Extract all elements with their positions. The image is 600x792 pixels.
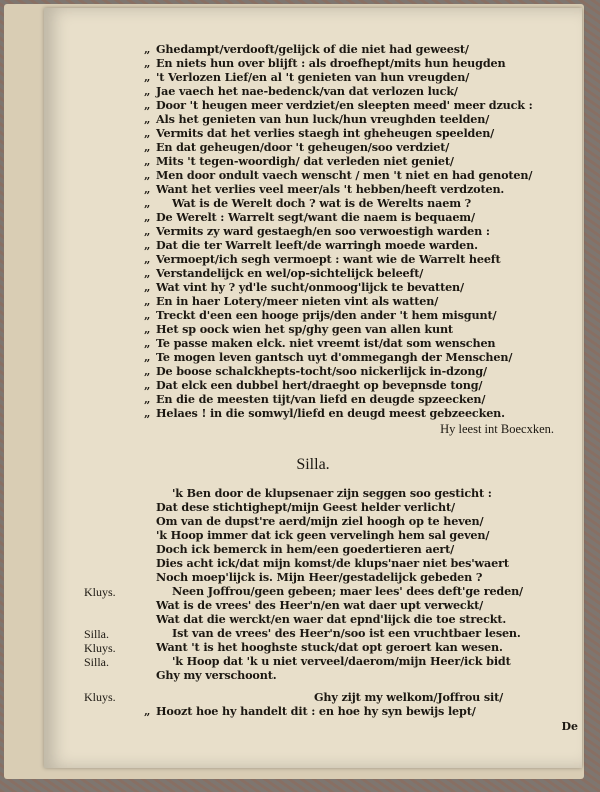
- quote-mark: „: [144, 364, 151, 378]
- verse-line: Ghedampt/verdooft/gelijck of die niet had geweest/: [156, 42, 469, 56]
- verse-line: Want het verlies veel meer/als 't hebben/heeft verdzoten.: [156, 182, 505, 196]
- verse-line: Wat vint hy ? yd'le sucht/onmoog'lijck te bevatten/: [156, 280, 464, 294]
- quote-mark: „: [144, 126, 151, 140]
- verse-line: Als het genieten van hun luck/hun vreughden teelden/: [156, 112, 490, 126]
- dialogue-line: Ghy my verschoont.: [156, 668, 277, 682]
- dialogue-line: Want 't is het hooghste stuck/dat opt geroert kan wesen.: [156, 640, 503, 654]
- speaker-name: Silla.: [84, 655, 110, 669]
- quote-mark: „: [144, 336, 151, 350]
- verse-line: Vermoept/ich segh vermoept : want wie de Warrelt heeft: [156, 252, 501, 266]
- dialogue-line: 'k Hoop dat 'k u niet verveel/daerom/mijn Heer/ick bidt: [172, 654, 511, 668]
- dialogue-line: Doch ick bemerck in hem/een goedertieren aert/: [156, 542, 455, 556]
- speaker-name: Kluys.: [84, 690, 116, 704]
- verse-line: 't Verlozen Lief/en al 't genieten van hun vreugden/: [156, 70, 470, 84]
- verse-line: Te mogen leven gantsch uyt d'ommegangh der Menschen/: [156, 350, 513, 364]
- dialogue-line: Ghy zijt my welkom/Joffrou sit/: [314, 690, 504, 704]
- verse-line: Dat die ter Warrelt leeft/de warringh moede warden.: [156, 238, 478, 252]
- dialogue-line: Neen Joffrou/geen gebeen; maer lees' dees deft'ge reden/: [172, 584, 523, 598]
- quote-mark: „: [144, 266, 151, 280]
- quote-mark: „: [144, 168, 151, 182]
- dialogue-line: 'k Ben door de klupsenaer zijn seggen soo gesticht :: [172, 486, 492, 500]
- dialogue-line: Ist van de vrees' des Heer'n/soo ist een vruchtbaer lesen.: [172, 626, 521, 640]
- verse-line: De boose schalckhepts-tocht/soo nickerlijck in-dzong/: [156, 364, 487, 378]
- quote-mark: „: [144, 252, 151, 266]
- quote-mark: „: [144, 294, 151, 308]
- quote-mark: „: [144, 308, 151, 322]
- quote-mark: „: [144, 280, 151, 294]
- verse-line: De Werelt : Warrelt segt/want die naem is bequaem/: [156, 210, 475, 224]
- scene-heading: Silla.: [296, 456, 330, 473]
- dialogue-line: Wat is de vrees' des Heer'n/en wat daer upt verweckt/: [156, 598, 484, 612]
- dialogue-line: Om van de dupst're aerd/mijn ziel hoogh op te heven/: [156, 514, 484, 528]
- verse-line: Door 't heugen meer verdziet/en sleepten meed' meer dzuck :: [156, 98, 533, 112]
- quote-mark: „: [144, 140, 151, 154]
- dialogue-line: Dat dese stichtighept/mijn Geest helder verlicht/: [156, 500, 455, 514]
- quote-mark: „: [144, 224, 151, 238]
- quote-mark: „: [144, 154, 151, 168]
- dialogue-line: Wat dat die werckt/en waer dat epnd'lijck die toe streckt.: [156, 612, 507, 626]
- verse-line: Jae vaech het nae-bedenck/van dat verlozen luck/: [156, 84, 458, 98]
- verse-line: En niets hun over blijft : als droefhept/mits hun heugden: [156, 56, 506, 70]
- quote-mark: „: [144, 210, 151, 224]
- quote-mark: „: [144, 350, 151, 364]
- quote-mark: „: [144, 84, 151, 98]
- verse-line: Te passe maken elck. niet vreemt ist/dat som wenschen: [156, 336, 496, 350]
- quote-mark: „: [144, 42, 151, 56]
- quote-mark: „: [144, 704, 151, 718]
- quote-mark: „: [144, 112, 151, 126]
- verse-line: En in haer Lotery/meer nieten vint als watten/: [156, 294, 439, 308]
- quote-mark: „: [144, 322, 151, 336]
- quote-mark: „: [144, 406, 151, 420]
- stage-direction: Hy leest int Boecxken.: [440, 422, 554, 436]
- speaker-name: Kluys.: [84, 641, 116, 655]
- quote-mark: „: [144, 378, 151, 392]
- verse-line: En dat geheugen/door 't geheugen/soo verdziet/: [156, 140, 450, 154]
- quote-mark: „: [144, 196, 151, 210]
- verse-line: Treckt d'een een hooge prijs/den ander 't hem misgunt/: [156, 308, 497, 322]
- quote-mark: „: [144, 238, 151, 252]
- verse-line: Dat elck een dubbel hert/draeght op bevepnsde tong/: [156, 378, 483, 392]
- dialogue-line: Hoozt hoe hy handelt dit : en hoe hy syn bewijs lept/: [156, 704, 476, 718]
- book-page: [44, 8, 582, 768]
- verse-line: Wat is de Werelt doch ? wat is de Werelts naem ?: [172, 196, 472, 210]
- quote-mark: „: [144, 98, 151, 112]
- dialogue-line: 'k Hoop immer dat ick geen vervelingh hem sal geven/: [156, 528, 490, 542]
- verse-line: Mits 't tegen-woordigh/ dat verleden niet geniet/: [156, 154, 454, 168]
- verse-line: Vermits dat het verlies staegh int gheheugen speelden/: [156, 126, 495, 140]
- quote-mark: „: [144, 392, 151, 406]
- speaker-name: Kluys.: [84, 585, 116, 599]
- verse-line: Verstandelijck en wel/op-sichtelijck beleeft/: [156, 266, 424, 280]
- verse-line: Men door ondult vaech wenscht / men 't niet en had genoten/: [156, 168, 533, 182]
- verse-line: Het sp oock wien het sp/ghy geen van allen kunt: [156, 322, 453, 336]
- speaker-name: Silla.: [84, 627, 110, 641]
- page-text: [44, 8, 582, 768]
- catchword: De: [561, 720, 578, 733]
- quote-mark: „: [144, 56, 151, 70]
- dialogue-line: Dies acht ick/dat mijn komst/de klups'naer niet bes'waert: [156, 556, 509, 570]
- verse-line: Helaes ! in die somwyl/liefd en deugd meest gebzeecken.: [156, 406, 505, 420]
- quote-mark: „: [144, 182, 151, 196]
- verse-line: En die de meesten tijt/van liefd en deugde spzeecken/: [156, 392, 486, 406]
- verse-line: Vermits zy ward gestaegh/en soo verwoestigh warden :: [156, 224, 490, 238]
- dialogue-line: Noch moep'lijck is. Mijn Heer/gestadelijck gebeden ?: [156, 570, 483, 584]
- quote-mark: „: [144, 70, 151, 84]
